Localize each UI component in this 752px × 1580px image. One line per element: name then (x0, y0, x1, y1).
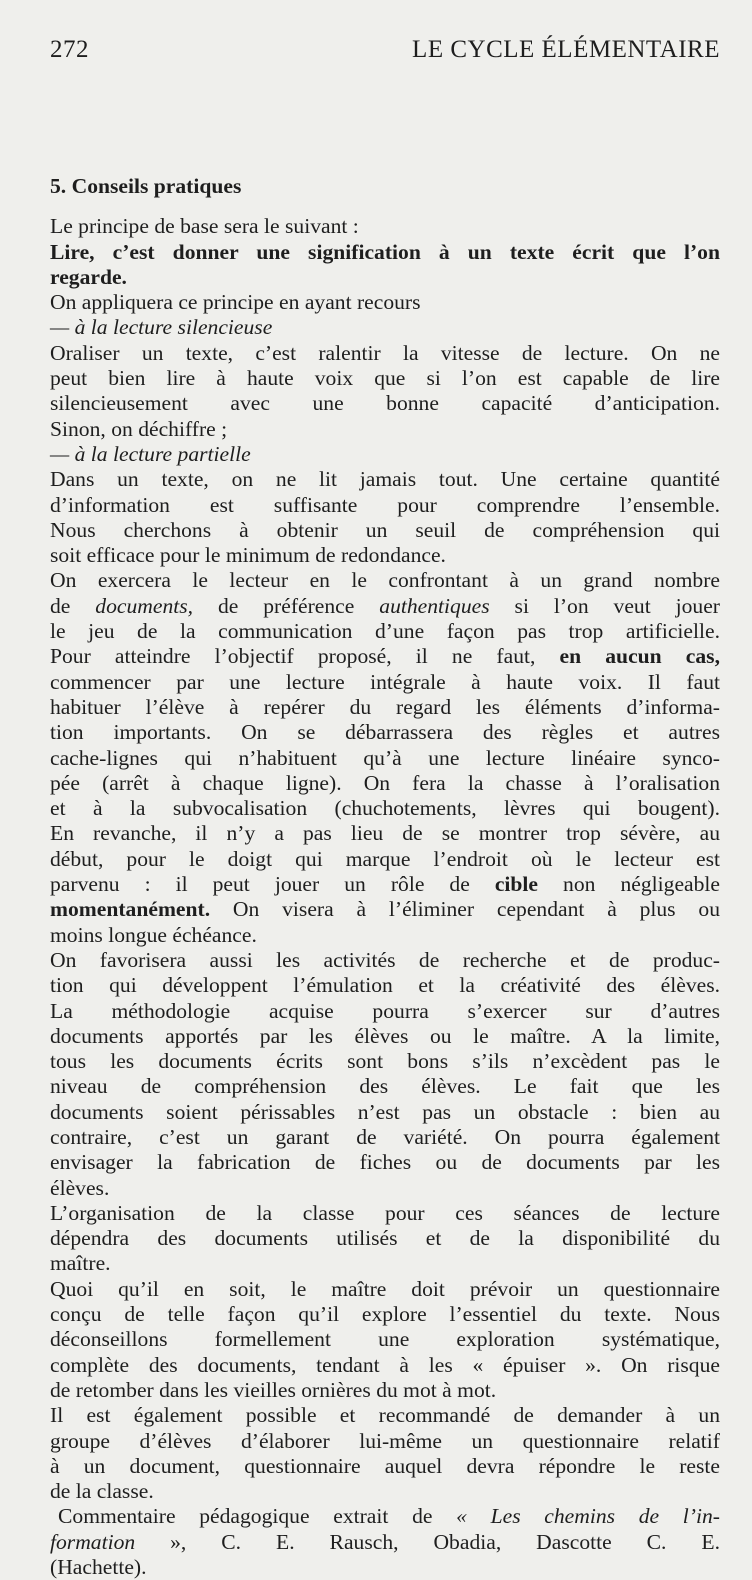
text-line: élèves. (50, 1175, 110, 1200)
text-line: On favorisera aussi les activités de recherche et de produc- (50, 947, 720, 972)
text-line: documents apportés par les élèves ou le maître. A la limite, (50, 1023, 720, 1048)
principle-line: Lire, c’est donner une signification à un texte écrit que l’on (50, 239, 720, 264)
citation-line: (Hachette). (50, 1555, 147, 1580)
text-line: peut bien lire à haute voix que si l’on est capable de lire (50, 366, 720, 391)
citation-line (50, 1504, 720, 1529)
emphasis-run: authentiques (379, 593, 490, 618)
text-run: non négligeable (538, 872, 720, 897)
text-line (50, 897, 720, 922)
emphasis-run: documents, (95, 593, 194, 618)
emphasis-run: « Les chemins de l’in- (456, 1504, 720, 1529)
subheading-line: — à la lecture silencieuse (50, 315, 273, 340)
text-line: Sinon, on déchiffre ; (50, 416, 228, 441)
text-run: si l’on veut jouer (489, 593, 720, 618)
text-line: tous les documents écrits sont bons s’ils n’excèdent pas le (50, 1049, 720, 1074)
text-line: moins longue échéance. (50, 922, 257, 947)
text-line: contraire, c’est un garant de variété. On pourra également (50, 1124, 720, 1149)
text-line: Le principe de base sera le suivant : (50, 214, 359, 239)
text-line: de la classe. (50, 1479, 154, 1504)
text-line (50, 594, 720, 619)
text-run: On visera à l’éliminer cependant à plus ou (210, 897, 720, 922)
text-line: Oraliser un texte, c’est ralentir la vitesse de lecture. On ne (50, 340, 720, 365)
text-line: à un document, questionnaire auquel devra répondre le reste (50, 1453, 720, 1478)
text-line: niveau de compréhension des élèves. Le fait que les (50, 1074, 720, 1099)
text-line: début, pour le doigt qui marque l’endroit où le lecteur est (50, 846, 720, 871)
text-line: et à la subvocalisation (chuchotements, lèvres qui bougent). (50, 796, 720, 821)
text-run: de préférence (193, 593, 380, 618)
text-run: Pour atteindre l’objectif proposé, il ne faut, (50, 644, 560, 669)
page-number: 272 (50, 36, 89, 63)
text-run: parvenu : il peut jouer un rôle de (50, 872, 495, 897)
body-text (50, 174, 720, 1580)
text-line: Dans un texte, on ne lit jamais tout. Une certaine quantité (50, 467, 720, 492)
text-line: soit efficace pour le minimum de redondance. (50, 543, 446, 568)
text-line: L’organisation de la classe pour ces séances de lecture (50, 1200, 720, 1225)
text-line (50, 872, 720, 897)
subheading-line: — à la lecture partielle (50, 441, 251, 466)
text-line (50, 644, 720, 669)
emphasis-run: formation (50, 1529, 136, 1554)
text-line: d’information est suffisante pour comprendre l’ensemble. (50, 492, 720, 517)
bold-run: momentanément. (50, 897, 211, 922)
text-line: tion qui développent l’émulation et la créativité des élèves. (50, 973, 720, 998)
text-run: de (50, 593, 96, 618)
text-run: », C. E. Rausch, Obadia, Dascotte C. E. (135, 1529, 720, 1554)
text-line: habituer l’élève à repérer du regard les éléments d’informa- (50, 694, 720, 719)
bold-run: cible (494, 872, 539, 897)
text-line: cache-lignes qui n’habituent qu’à une lecture linéaire synco- (50, 745, 720, 770)
text-line: dépendra des documents utilisés et de la disponibilité du (50, 1226, 720, 1251)
text-line: tion importants. On se débarrassera des règles et autres (50, 720, 720, 745)
text-line: pée (arrêt à chaque ligne). On fera la chasse à l’oralisation (50, 770, 720, 795)
page-header (50, 36, 720, 70)
text-line: le jeu de la communication d’une façon pas trop artificielle. (50, 619, 720, 644)
text-line: groupe d’élèves d’élaborer lui-même un questionnaire relatif (50, 1428, 720, 1453)
text-line: On appliquera ce principe en ayant recours (50, 290, 421, 315)
principle-line: regarde. (50, 264, 127, 289)
bold-run: en aucun cas, (559, 644, 720, 669)
section-heading: 5. Conseils pratiques (50, 174, 242, 198)
text-line: On exercera le lecteur en le confrontant à un grand nombre (50, 568, 720, 593)
text-line: Quoi qu’il en soit, le maître doit prévoir un questionnaire (50, 1276, 720, 1301)
text-line: déconseillons formellement une exploration systématique, (50, 1327, 720, 1352)
text-line: commencer par une lecture intégrale à haute voix. Il faut (50, 669, 720, 694)
text-run: Commentaire pédagogique extrait de (58, 1504, 457, 1529)
text-line: complète des documents, tendant à les « épuiser ». On risque (50, 1352, 720, 1377)
running-title: LE CYCLE ÉLÉMENTAIRE (412, 36, 720, 63)
text-line: silencieusement avec une bonne capacité d’anticipation. (50, 391, 720, 416)
text-line: Nous cherchons à obtenir un seuil de compréhension qui (50, 517, 720, 542)
text-line: Il est également possible et recommandé de demander à un (50, 1403, 720, 1428)
text-line: maître. (50, 1251, 111, 1276)
text-line: En revanche, il n’y a pas lieu de se montrer trop sévère, au (50, 821, 720, 846)
text-line: documents soient périssables n’est pas un obstacle : bien au (50, 1099, 720, 1124)
text-line: de retomber dans les vieilles ornières du mot à mot. (50, 1377, 497, 1402)
text-line: La méthodologie acquise pourra s’exercer sur d’autres (50, 998, 720, 1023)
text-line: envisager la fabrication de fiches ou de documents par les (50, 1150, 720, 1175)
citation-line (50, 1530, 720, 1555)
text-line: conçu de telle façon qu’il explore l’essentiel du texte. Nous (50, 1302, 720, 1327)
